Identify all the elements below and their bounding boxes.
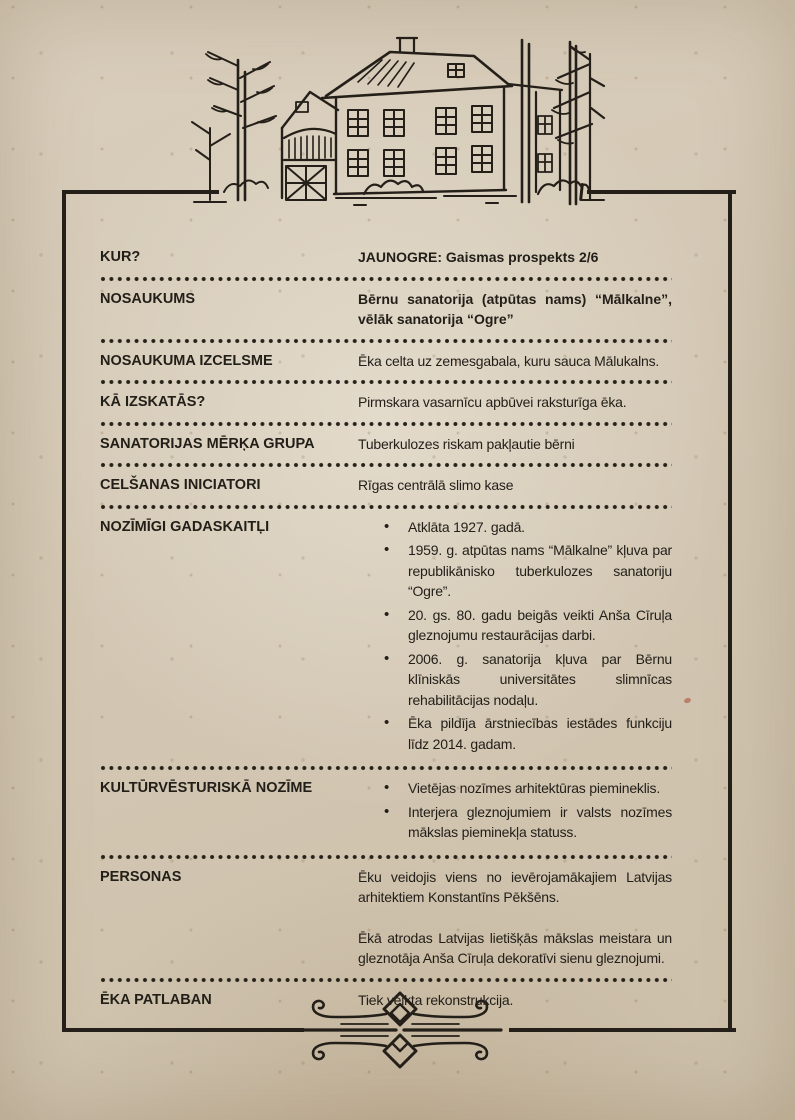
- row-value: [358, 517, 672, 758]
- dotted-separator: [100, 421, 672, 427]
- row-value: Rīgas centrālā slimo kase: [358, 477, 514, 493]
- row-label: KULTŪRVĒSTURISKĀ NOZĪME: [100, 780, 313, 796]
- fact-row-name-origin: [100, 346, 672, 378]
- row-label: KUR?: [100, 249, 141, 265]
- row-value: Bērnu sanatorija (atpūtas nams) “Mālkalne”, vēlāk sanatorija “Ogre”: [358, 290, 672, 327]
- building-sketch-illustration: [186, 32, 606, 214]
- row-value: Pirmskara vasarnīcu apbūvei raksturīga ēka.: [358, 394, 627, 410]
- dotted-separator: [100, 276, 672, 282]
- row-label: ĒKA PATLABAN: [100, 991, 212, 1008]
- row-label: CELŠANAS INICIATORI: [100, 477, 261, 493]
- list-item: • 2006. g. sanatorija kļuva par Bērnu klīniskās universitātes slimnīcas rehabilitācijas nodaļu.: [408, 649, 672, 711]
- fact-row-name: [100, 284, 672, 336]
- row-label: PERSONAS: [100, 868, 182, 885]
- fact-table: [100, 242, 672, 1016]
- fact-row-cultural-significance: [100, 773, 672, 852]
- fact-row-location: [100, 242, 672, 274]
- border-tick-mark: [579, 183, 584, 201]
- fact-row-key-dates: [100, 512, 672, 764]
- row-label: NOSAUKUMS: [100, 290, 196, 307]
- fact-row-target-group: [100, 429, 672, 461]
- row-value: JAUNOGRE: Gaismas prospekts 2/6: [358, 249, 599, 265]
- list-item: • Ēka pildīja ārstniecības iestādes funkciju līdz 2014. gadam.: [408, 713, 672, 754]
- fact-row-initiators: [100, 470, 672, 502]
- fact-row-appearance: [100, 387, 672, 419]
- dotted-separator: [100, 854, 672, 860]
- list-item: • Atklāta 1927. gadā.: [408, 517, 672, 538]
- dotted-separator: [100, 765, 672, 771]
- list-item: • Vietējas nozīmes arhitektūras piemineklis.: [408, 778, 672, 799]
- bottom-flourish-ornament: [285, 982, 515, 1078]
- list-item: • 20. gs. 80. gadu beigās veikti Anša Cīruļa gleznojumu restaurācijas darbi.: [408, 605, 672, 646]
- frame-top-right-segment: [587, 190, 736, 194]
- key-dates-list: [358, 517, 672, 755]
- dotted-separator: [100, 462, 672, 468]
- row-value: Tiek veikta rekonstrukcija.: [358, 991, 514, 1008]
- paragraph: Ēkā atrodas Latvijas lietišķās mākslas meistara un gleznotāja Anša Cīruļa dekoratīvi sienu gleznojumi.: [358, 929, 672, 966]
- row-label: NOZĪMĪGI GADASKAITĻI: [100, 518, 270, 535]
- row-label: SANATORIJAS MĒRĶA GRUPA: [100, 435, 315, 452]
- frame-bottom-left-segment: [66, 1028, 304, 1032]
- frame-bottom-right-segment: [509, 1028, 736, 1032]
- dotted-separator: [100, 338, 672, 344]
- list-item: • 1959. g. atpūtas nams “Mālkalne” kļuva par republikānisko tuberkulozes sanatoriju “Ogre”.: [408, 540, 672, 602]
- row-value: [358, 778, 672, 846]
- dotted-separator: [100, 379, 672, 385]
- list-item: • Interjera gleznojumiem ir valsts nozīmes mākslas pieminekļa statuss.: [408, 802, 672, 843]
- row-value: [358, 867, 672, 969]
- row-label: KĀ IZSKATĀS?: [100, 394, 206, 410]
- row-value: Ēka celta uz zemesgabala, kuru sauca Mālukalns.: [358, 352, 660, 369]
- row-value: Tuberkulozes riskam pakļautie bērni: [358, 435, 575, 452]
- fact-row-persons: [100, 862, 672, 975]
- paragraph: Ēku veidojis viens no ievērojamākajiem Latvijas arhitektiem Konstantīns Pēkšēns.: [358, 868, 672, 905]
- significance-list: [358, 778, 672, 843]
- dotted-separator: [100, 504, 672, 510]
- frame-top-left-segment: [66, 190, 219, 194]
- row-label: NOSAUKUMA IZCELSME: [100, 352, 273, 369]
